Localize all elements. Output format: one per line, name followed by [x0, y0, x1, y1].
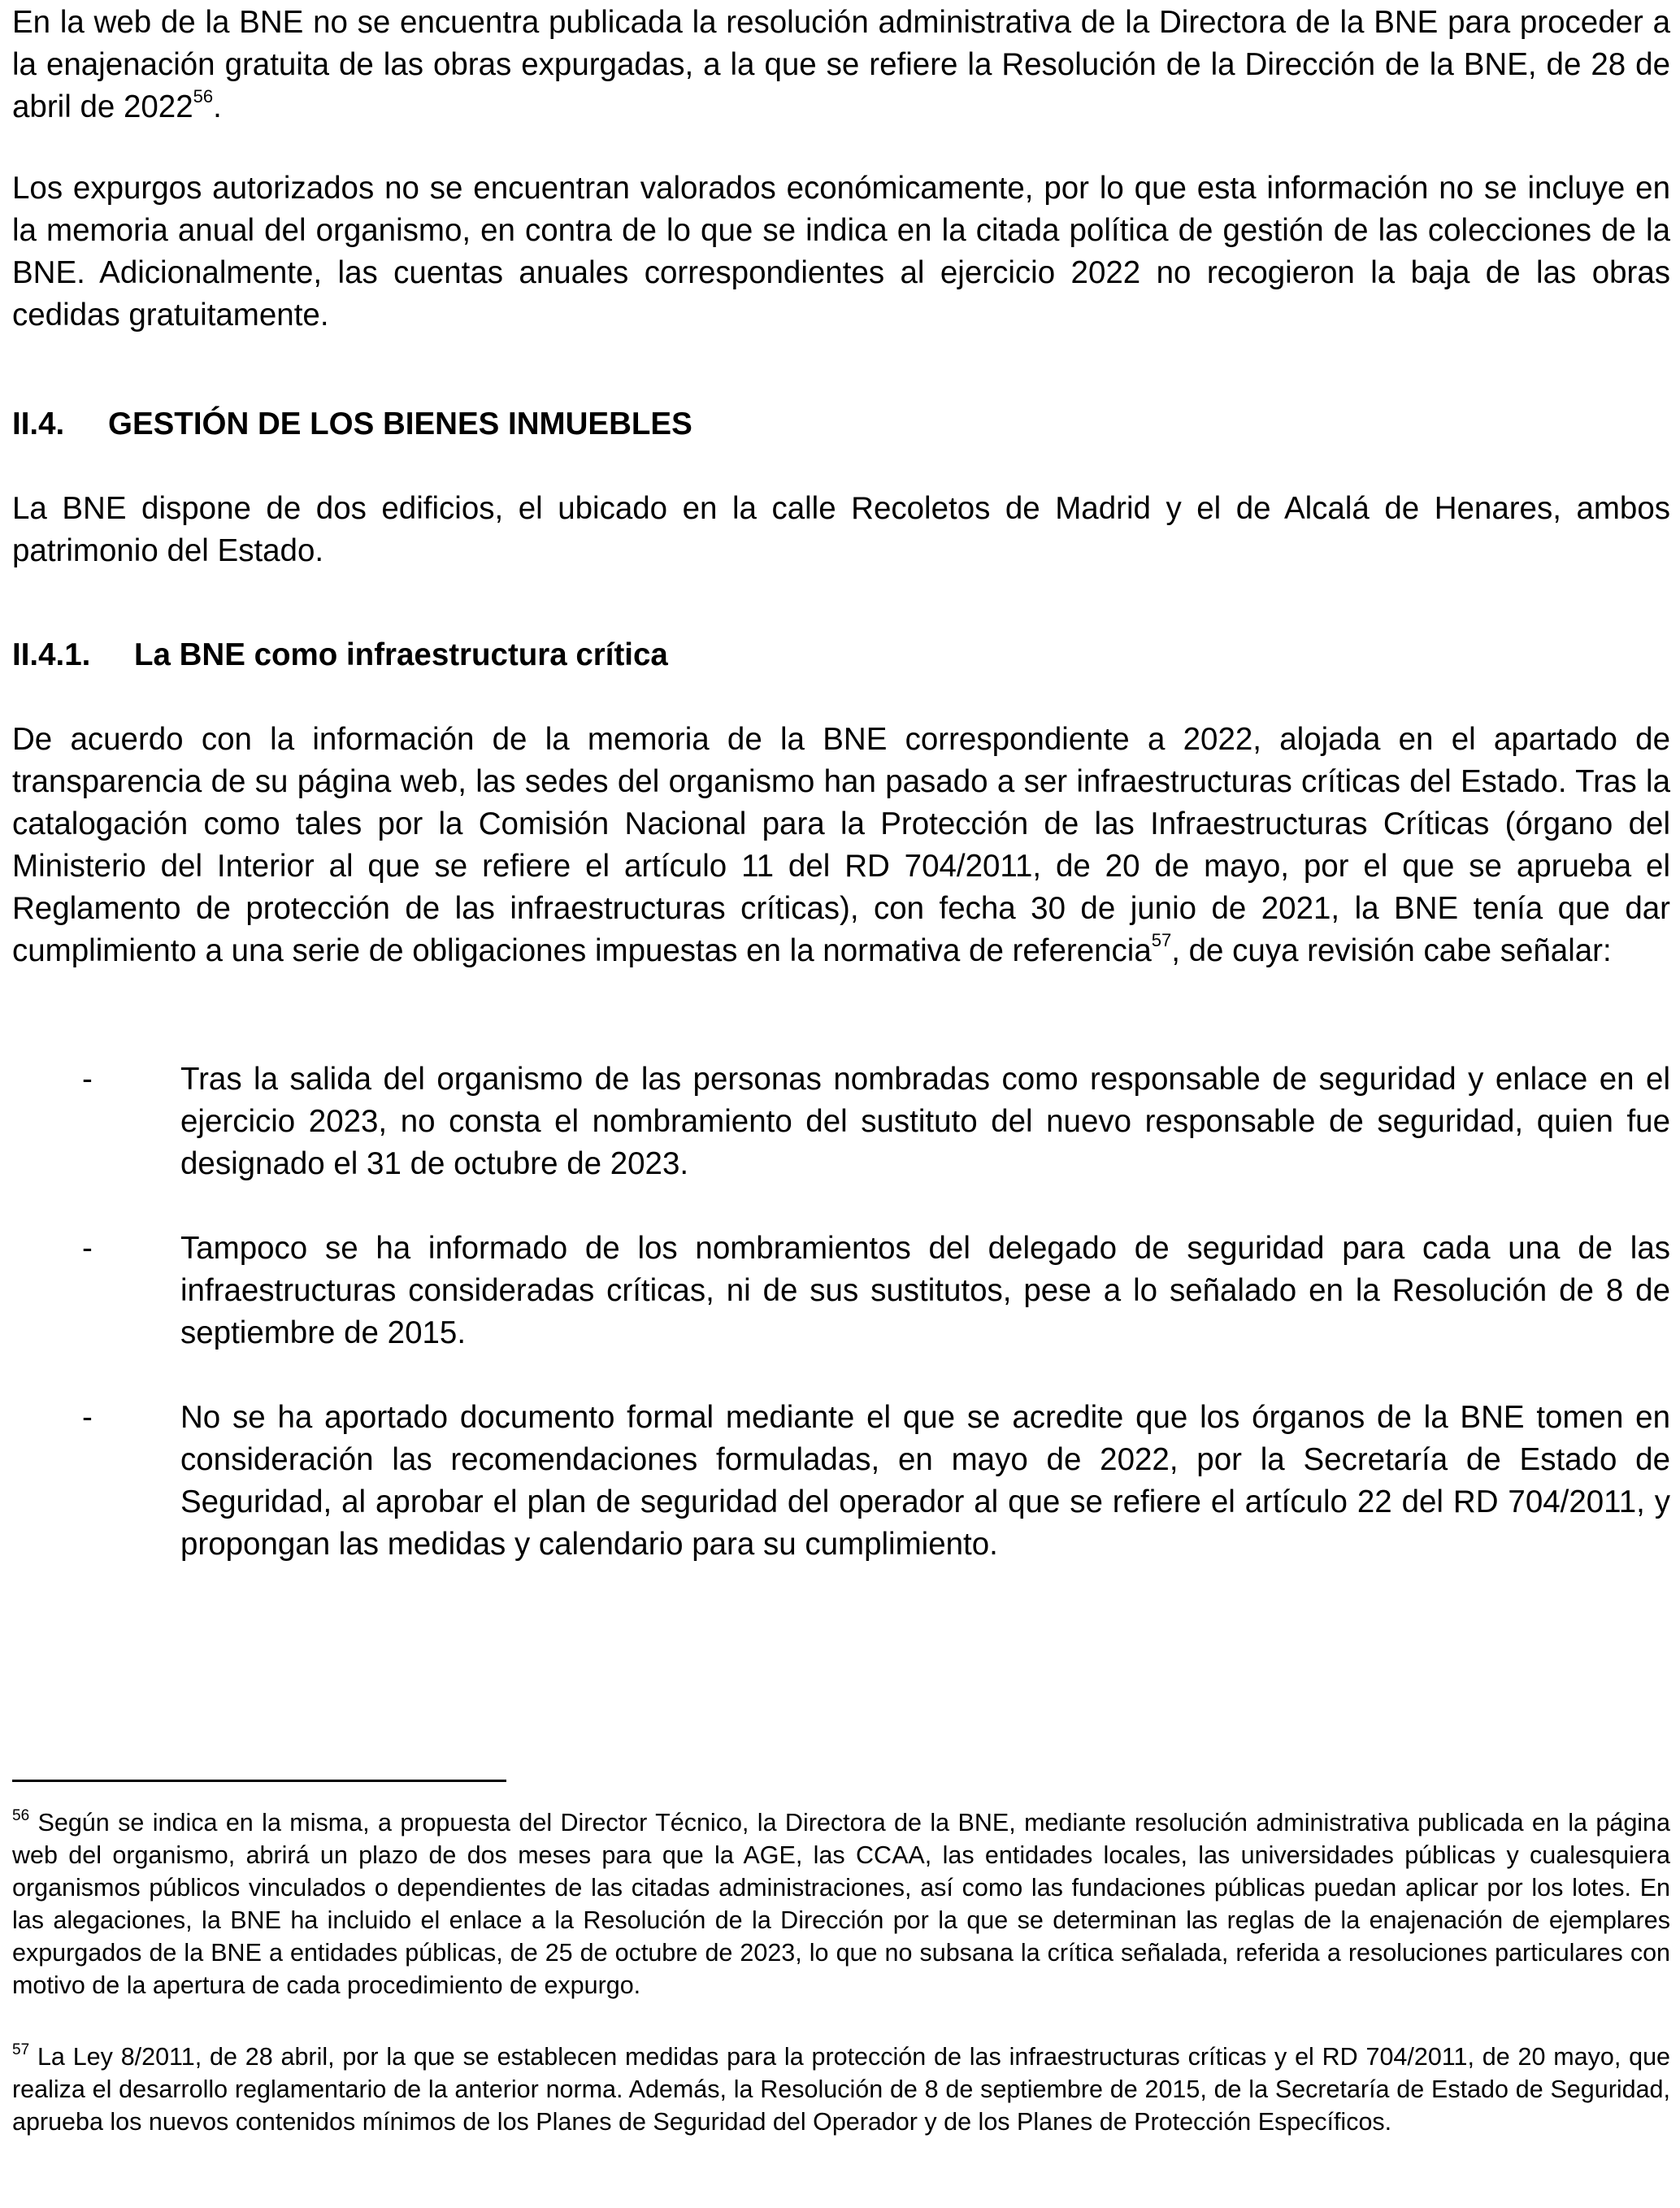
- bullet-dash: -: [82, 1400, 93, 1435]
- footnote-ref-57[interactable]: 57: [1151, 930, 1172, 951]
- bullet-dash: -: [82, 1231, 93, 1266]
- footnote-number: 56: [12, 1806, 30, 1824]
- paragraph-buildings: La BNE dispone de dos edificios, el ubicado en la calle Recoletos de Madrid y el de Alcalá de Henares, ambos patrimonio del Estado.: [12, 491, 1670, 568]
- subsection-number: II.4.1.: [12, 637, 91, 672]
- footnote-text: Según se indica en la misma, a propuesta del Director Técnico, la Directora de la BNE, mediante resolución administrativa publicada en la página web del organismo, abrirá un plazo de dos meses para que la AGE, las CCAA, las entidades locales, las universidades públicas y cualesquiera organismos públicos vinculados o dependientes de las citadas administraciones, así como las fundaciones públicas puedan aplicar por los lotes. En las alegaciones, la BNE ha incluido el enlace a la Resolución de la Dirección por la que se determinan las reglas de la enajenación de ejemplares expurgados de la BNE a entidades públicas, de 25 de octubre de 2023, lo que no subsana la crítica señalada, referida a resoluciones particulares con motivo de la apertura de cada procedimiento de expurgo.: [12, 1809, 1670, 1999]
- list-item-text: No se ha aportado documento formal mediante el que se acredite que los órganos de la BNE tomen en consideración las recomendaciones formuladas, en mayo de 2022, por la Secretaría de Estado de Seguridad, al aprobar el plan de seguridad del operador al que se refiere el artículo 22 del RD 704/2011, y propongan las medidas y calendario para su cumplimiento.: [180, 1400, 1670, 1562]
- punctuation: .: [213, 89, 222, 124]
- section-title: GESTIÓN DE LOS BIENES INMUEBLES: [108, 406, 692, 441]
- footnote-text: La Ley 8/2011, de 28 abril, por la que se establecen medidas para la protección de las infraestructuras críticas y el RD 704/2011, de 20 mayo, que realiza el desarrollo reglamentario de la anterior norma. Además, la Resolución de 8 de septiembre de 2015, de la Secretaría de Estado de Seguridad, aprueba los nuevos contenidos mínimos de los Planes de Seguridad del Operador y de los Planes de Protección Específicos.: [12, 2043, 1670, 2136]
- footnote-56: [12, 1806, 1670, 2002]
- paragraph-expurgos: Los expurgos autorizados no se encuentran valorados económicamente, por lo que esta información no se incluye en la memoria anual del organismo, en contra de lo que se indica en la citada política de gestión de las colecciones de la BNE. Adicionalmente, las cuentas anuales correspondientes al ejercicio 2022 no recogieron la baja de las obras cedidas gratuitamente.: [12, 171, 1670, 333]
- footnote-57: [12, 2041, 1670, 2138]
- footnote-ref-56[interactable]: 56: [193, 86, 214, 107]
- section-number: II.4.: [12, 406, 65, 441]
- list-item-text: Tras la salida del organismo de las personas nombradas como responsable de seguridad y enlace en el ejercicio 2023, no consta el nombramiento del sustituto del nuevo responsable de seguridad, quien fue designado el 31 de octubre de 2023.: [180, 1062, 1670, 1181]
- paragraph-text-end: , de cuya revisión cabe señalar:: [1171, 933, 1612, 968]
- paragraph-resolution: [12, 2, 1670, 128]
- list-item-text: Tampoco se ha informado de los nombramientos del delegado de seguridad para cada una de las infraestructuras consideradas críticas, ni de sus sustitutos, pese a lo señalado en la Resolución de 8 de septiembre de 2015.: [180, 1231, 1670, 1350]
- subsection-heading: [12, 634, 668, 676]
- subsection-title: La BNE como infraestructura crítica: [134, 637, 668, 672]
- bullet-dash: -: [82, 1062, 93, 1097]
- footnote-separator: [12, 1780, 506, 1782]
- footnote-number: 57: [12, 2041, 30, 2058]
- paragraph-text: De acuerdo con la información de la memoria de la BNE correspondiente a 2022, alojada en el apartado de transparencia de su página web, las sedes del organismo han pasado a ser infraestructuras críticas del Estado. Tras la catalogación como tales por la Comisión Nacional para la Protección de las Infraestructuras Críticas (órgano del Ministerio del Interior al que se refiere el artículo 11 del RD 704/2011, de 20 de mayo, por el que se aprueba el Reglamento de protección de las infraestructuras críticas), con fecha 30 de junio de 2021, la BNE tenía que dar cumplimiento a una serie de obligaciones impuestas en la normativa de referencia: [12, 722, 1670, 968]
- paragraph-critical-infrastructure: [12, 719, 1670, 972]
- section-heading: [12, 403, 692, 446]
- paragraph-text: En la web de la BNE no se encuentra publicada la resolución administrativa de la Directora de la BNE para proceder a la enajenación gratuita de las obras expurgadas, a la que se refiere la Resolución de la Dirección de la BNE, de 28 de abril de 2022: [12, 5, 1670, 124]
